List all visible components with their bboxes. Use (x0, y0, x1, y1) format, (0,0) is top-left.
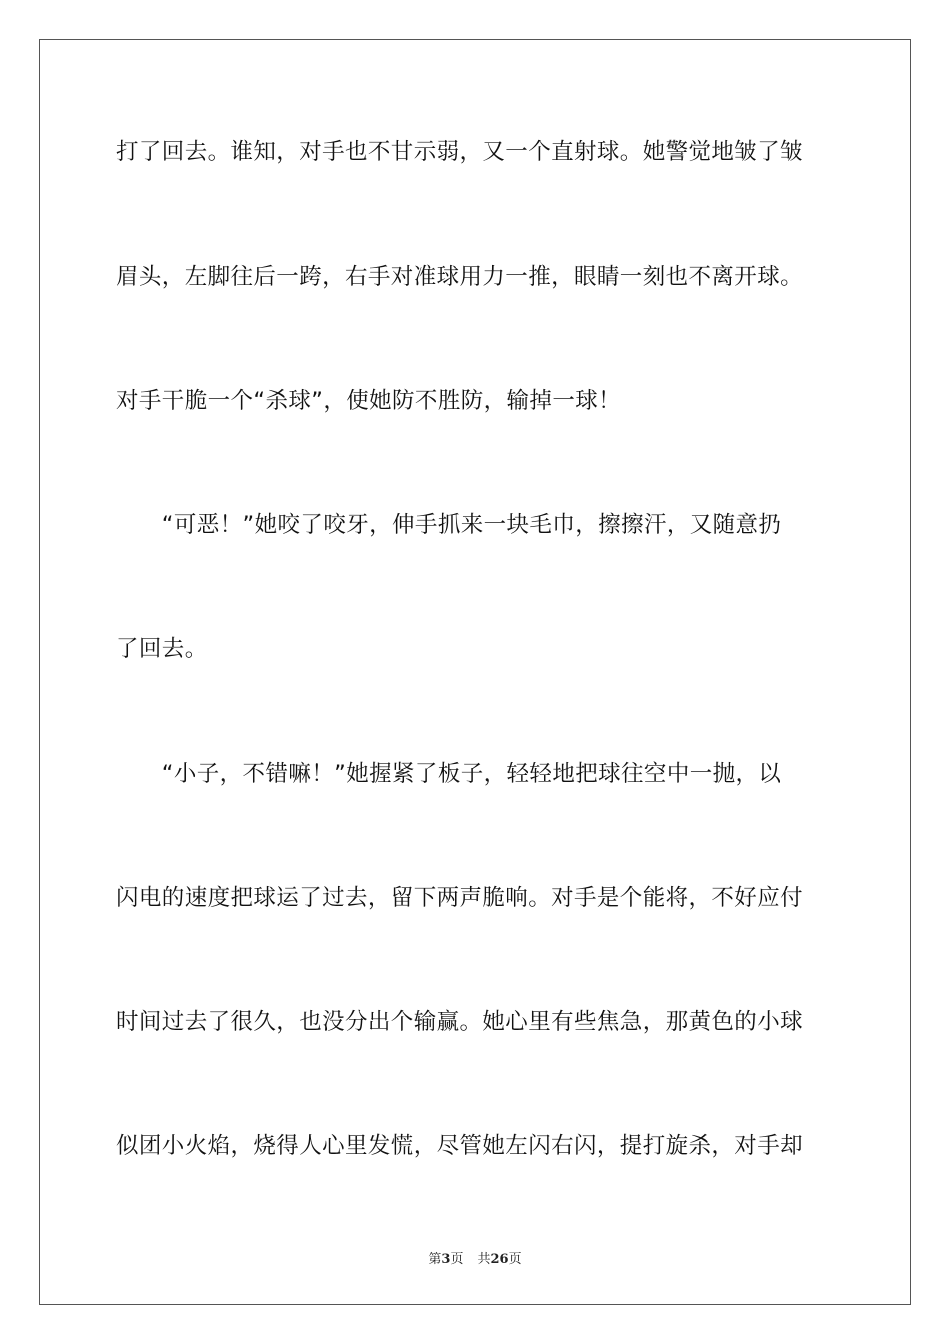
text-line: “小子，不错嘛！”她握紧了板子，轻轻地把球往空中一抛，以 (116, 761, 782, 787)
page-footer (0, 1248, 950, 1267)
total-suffix: 页 (508, 1252, 522, 1267)
text-line: 时间过去了很久，也没分出个输赢。她心里有些焦急，那黄色的小球 (116, 1009, 804, 1035)
text-line: 似团小火焰，烧得人心里发慌，尽管她左闪右闪，提打旋杀，对手却 (116, 1133, 804, 1159)
text-line: 了回去。 (116, 636, 208, 662)
page-number: 3 (441, 1252, 451, 1267)
text-line: 对手干脆一个“杀球”，使她防不胜防，输掉一球！ (116, 388, 622, 414)
text-line: 打了回去。谁知，对手也不甘示弱，又一个直射球。她警觉地皱了皱 (116, 139, 804, 165)
total-pages: 26 (490, 1252, 509, 1267)
total-prefix: 共 (477, 1252, 491, 1267)
text-line: “可恶！”她咬了咬牙，伸手抓来一块毛巾，擦擦汗，又随意扔 (116, 512, 782, 538)
page-border (39, 39, 911, 1305)
page-suffix: 页 (450, 1252, 464, 1267)
text-line: 眉头，左脚往后一跨，右手对准球用力一推，眼睛一刻也不离开球。 (116, 264, 804, 290)
text-line: 闪电的速度把球运了过去，留下两声脆响。对手是个能将，不好应付 (116, 885, 804, 911)
page-prefix: 第 (428, 1252, 442, 1267)
